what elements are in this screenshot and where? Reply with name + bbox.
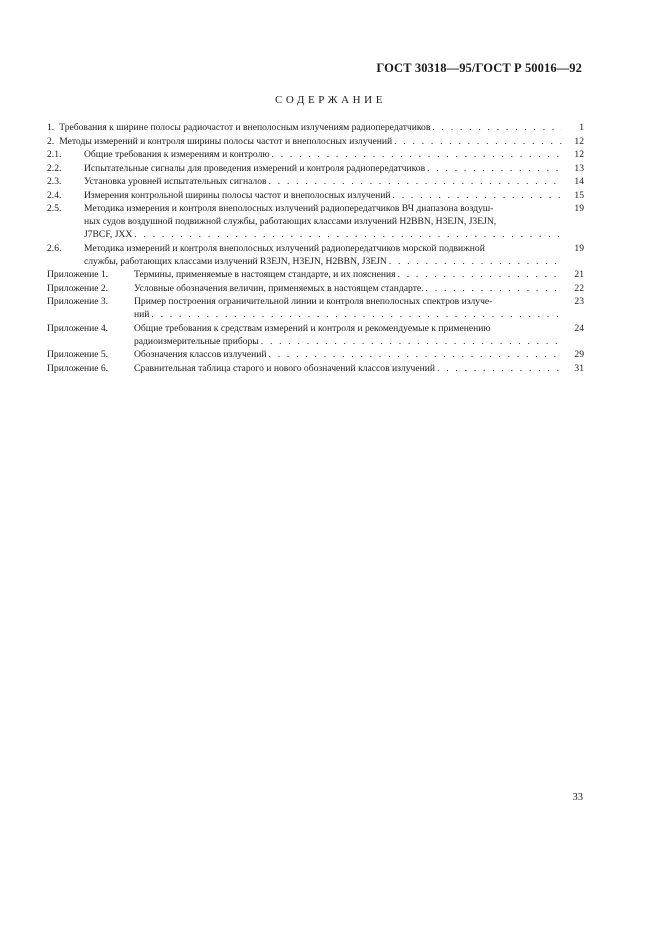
toc-entry-page: 12: [574, 149, 584, 160]
toc-entry-body: [134, 348, 562, 361]
toc-entry[interactable]: [47, 348, 584, 361]
toc-entry-page: 14: [574, 176, 584, 187]
toc-entry-title: Общие требования к измерениям и контролю: [84, 149, 270, 160]
dot-leader: [267, 175, 562, 188]
toc-entry-number: 2.4.: [47, 189, 62, 201]
toc-entry[interactable]: [47, 242, 584, 268]
toc-entry-title: J7BCF, JXX: [84, 229, 133, 240]
toc-entry-text-line: Методика измерений и контроля внеполосных излучений радиопередатчиков морской подвижной: [84, 242, 485, 254]
toc-entry-title: Требования к ширине полосы радиочастот и внеполосным излучениям радиопередатчиков: [59, 122, 431, 133]
toc-entry-page: 24: [574, 322, 584, 334]
table-of-contents: [47, 121, 584, 375]
toc-entry-number: Приложение 2.: [47, 282, 109, 294]
toc-entry[interactable]: [47, 121, 584, 134]
toc-entry-number: Приложение 5.: [47, 349, 109, 360]
toc-entry-body: [134, 362, 562, 375]
toc-entry-page: 1: [579, 122, 584, 133]
toc-entry-body: [84, 242, 562, 268]
toc-entry-title: Сравнительная таблица старого и нового обозначений классов излучений: [134, 362, 436, 374]
dot-leader: [425, 162, 562, 175]
dot-leader: [435, 362, 562, 375]
toc-entry-body: [134, 282, 562, 295]
toc-entry-title: радиоизмерительные приборы: [134, 335, 259, 347]
dot-leader: [270, 148, 562, 161]
toc-entry-page: 15: [574, 189, 584, 201]
toc-entry-title: службы, работающих классами излучений R3EJN, H3EJN, H2BBN, J3EJN: [84, 255, 387, 267]
toc-entry-number: 2.6.: [47, 242, 62, 254]
toc-entry-page: 29: [574, 349, 584, 360]
toc-entry-title: Условные обозначения величин, применяемых в настоящем стандарте.: [134, 282, 424, 294]
toc-entry[interactable]: [47, 295, 584, 321]
dot-leader: [387, 255, 562, 268]
toc-entry-body: [59, 135, 562, 148]
toc-entry-title: Установка уровней испытательных сигналов: [84, 176, 267, 187]
toc-entry-body: [84, 202, 562, 241]
dot-leader: [267, 348, 562, 361]
toc-entry-number: 1.: [47, 122, 55, 133]
dot-leader: [392, 135, 562, 148]
toc-entry[interactable]: [47, 268, 584, 281]
toc-title: СОДЕРЖАНИЕ: [274, 94, 387, 106]
toc-entry[interactable]: [47, 362, 584, 375]
toc-entry-page: 22: [574, 282, 584, 294]
toc-entry-body: [134, 295, 562, 321]
toc-entry[interactable]: [47, 148, 584, 161]
toc-entry-number: 2.1.: [47, 149, 62, 160]
toc-entry-title: Обозначения классов излучений: [134, 349, 267, 360]
dot-leader: [430, 121, 562, 134]
dot-leader: [132, 228, 562, 241]
toc-entry-page: 21: [574, 269, 584, 280]
toc-entry-number: 2.2.: [47, 162, 62, 174]
toc-entry[interactable]: [47, 282, 584, 295]
toc-entry-page: 19: [574, 242, 584, 254]
toc-entry-title: Термины, применяемые в настоящем стандарте, и их пояснения: [134, 269, 396, 280]
toc-entry-number: Приложение 6.: [47, 362, 109, 374]
toc-entry[interactable]: [47, 162, 584, 175]
document-code-header: ГОСТ 30318—95/ГОСТ Р 50016—92: [376, 61, 582, 75]
toc-entry-number: Приложение 1.: [47, 269, 109, 280]
toc-entry-number: 2.: [47, 135, 55, 147]
toc-entry-body: [84, 148, 562, 161]
toc-entry-page: 31: [574, 362, 584, 374]
dot-leader: [396, 268, 562, 281]
toc-entry-text-line: Пример построения ограничительной линии и контроля внеполосных спектров излуче-: [134, 296, 493, 307]
toc-entry-text-line: Общие требования к средствам измерений и контроля и рекомендуемые к применению: [134, 322, 491, 334]
toc-entry[interactable]: [47, 135, 584, 148]
toc-entry-body: [84, 175, 562, 188]
toc-entry-page: 13: [574, 162, 584, 174]
dot-leader: [149, 308, 562, 321]
dot-leader: [391, 189, 563, 202]
toc-entry-body: [84, 162, 562, 175]
toc-entry-text-line: Методика измерения и контроля внеполосных излучений радиопередатчиков ВЧ диапазона воздуш-: [84, 203, 494, 214]
toc-entry-page: 12: [574, 135, 584, 147]
toc-entry[interactable]: [47, 189, 584, 202]
toc-entry-body: [134, 322, 562, 348]
toc-entry[interactable]: [47, 202, 584, 241]
toc-entry-title: Измерения контрольной ширины полосы частот и внеполосных излучений: [84, 189, 391, 201]
toc-entry-number: 2.5.: [47, 203, 62, 214]
toc-entry-page: 23: [574, 296, 584, 307]
toc-entry-title: Испытательные сигналы для проведения измерений и контроля радиопередатчиков: [84, 162, 426, 174]
toc-entry-number: Приложение 3.: [47, 296, 109, 307]
toc-entry[interactable]: [47, 175, 584, 188]
toc-entry[interactable]: [47, 322, 584, 348]
toc-entry-page: 19: [574, 203, 584, 214]
toc-entry-text-line: ных судов воздушной подвижной службы, работающих классами излучений H2BBN, H3EJN, J3EJN,: [84, 216, 497, 227]
toc-entry-body: [134, 268, 562, 281]
page-number: 33: [572, 792, 583, 803]
dot-leader: [424, 282, 562, 295]
toc-entry-body: [84, 189, 562, 202]
toc-entry-number: Приложение 4.: [47, 322, 109, 334]
dot-leader: [259, 335, 562, 348]
toc-entry-body: [59, 121, 562, 134]
toc-entry-title: ний: [134, 309, 150, 320]
toc-entry-title: Методы измерений и контроля ширины полосы частот и внеполосных излучений: [59, 135, 393, 147]
toc-entry-number: 2.3.: [47, 176, 62, 187]
